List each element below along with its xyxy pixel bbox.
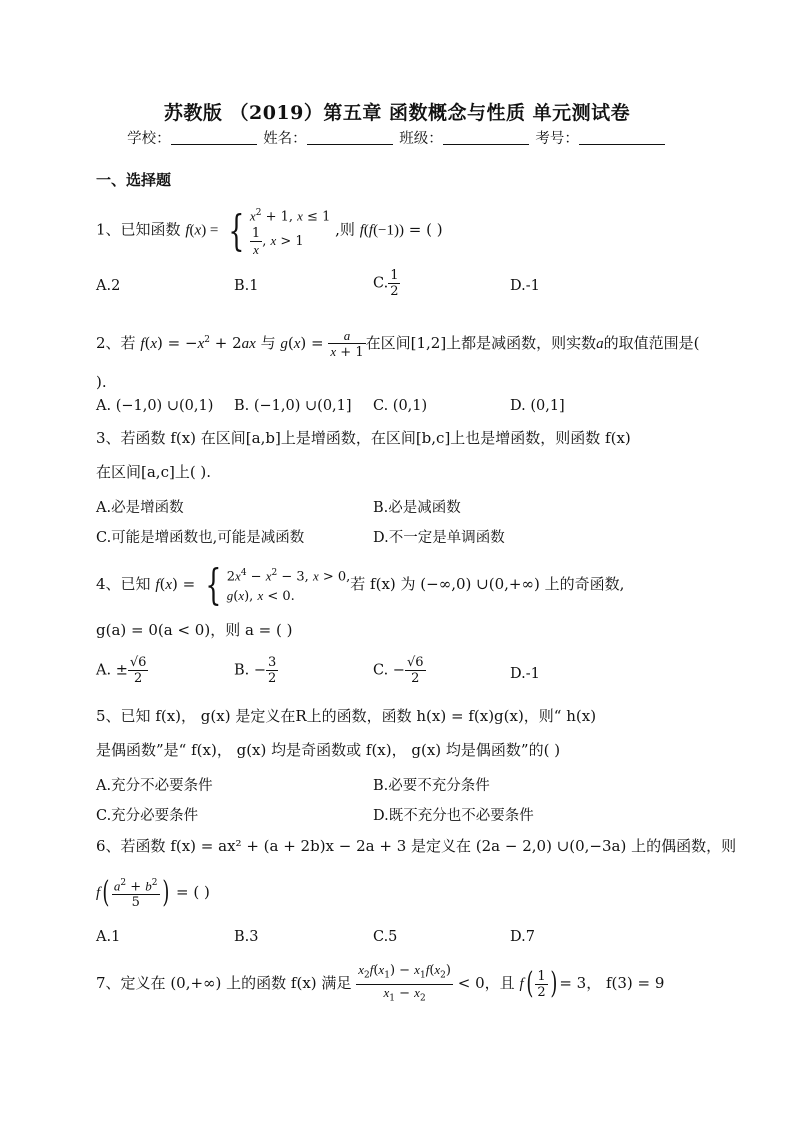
option-c[interactable]: C.可能是增函数也,可能是减函数 xyxy=(96,530,305,546)
option-a[interactable]: A. ± $\frac{√6}{2}$ xyxy=(96,655,147,686)
field-name-label: 姓名： xyxy=(263,131,307,147)
question-1: 1、已知函数 f(x) = { $x^2 + 1$, x ≤ 1 $\frac{1}{x}$ , x > 1 ,则 f(f(−1)) = ( ) xyxy=(96,205,443,258)
option-d[interactable]: D.既不充分也不必要条件 xyxy=(373,808,534,824)
option-b[interactable]: B. (−1,0) ∪(0,1] xyxy=(234,398,352,414)
option-a[interactable]: A.充分不必要条件 xyxy=(96,778,213,794)
question-4-line2: g(a) = 0(a < 0)，则 a = ( ) xyxy=(96,621,293,639)
option-c[interactable]: C.充分必要条件 xyxy=(96,808,199,824)
field-school-blank[interactable] xyxy=(171,130,257,145)
question-3: 3、若函数 f(x) 在区间[a,b]上是增函数，在区间[b,c]上也是增函数，则函数 f(x) xyxy=(96,429,631,447)
field-class-label: 班级： xyxy=(399,131,443,147)
option-b[interactable]: B.必要不充分条件 xyxy=(373,778,490,794)
section-heading: 一、选择题 xyxy=(96,171,172,189)
option-a[interactable]: A.必是增函数 xyxy=(96,500,184,516)
question-4: 4、已知 f(x) = { $2x^4 - x^2 - 3$, x > 0, g(x), x < 0. 若 f(x) 为 (−∞,0) ∪(0,+∞) 上的奇函数, xyxy=(96,560,625,609)
piecewise-cases: $x^2 + 1$, x ≤ 1 $\frac{1}{x}$ , x > 1 xyxy=(249,208,331,258)
option-c[interactable]: C.5 xyxy=(373,929,398,945)
option-a[interactable]: A.1 xyxy=(96,929,121,945)
field-number-blank[interactable] xyxy=(579,130,665,145)
option-d[interactable]: D.7 xyxy=(510,929,535,945)
question-2-line2: ). xyxy=(96,373,107,391)
option-c[interactable]: C. (0,1) xyxy=(373,398,428,414)
piecewise-cases: $2x^4 - x^2 - 3$, x > 0, g(x), x < 0. xyxy=(226,568,351,604)
option-a[interactable]: A. (−1,0) ∪(0,1) xyxy=(96,398,214,414)
question-6-line2: f( $\frac{a^2 + b^2}{5}$ ) = ( ) xyxy=(96,875,210,911)
option-b[interactable]: B. − $\frac{3}{2}$ xyxy=(234,655,277,686)
field-name-blank[interactable] xyxy=(307,130,393,145)
option-b[interactable]: B.3 xyxy=(234,929,259,945)
option-d[interactable]: D.-1 xyxy=(510,666,540,682)
option-d[interactable]: D. (0,1] xyxy=(510,398,565,414)
field-number-label: 考号： xyxy=(535,131,579,147)
option-d[interactable]: D.-1 xyxy=(510,278,540,294)
question-7: 7、定义在 (0,+∞) 上的函数 f(x) 满足 $\frac{x_2f(x_1) - x_1f(x_2)}{x_1 - x_2}$ < 0，且 f( $\frac{1}{2}$ ) = 3， f(3) = 9 xyxy=(96,962,665,1004)
question-5-line2: 是偶函数”是“ f(x)， g(x) 均是奇函数或 f(x)， g(x) 均是偶函数”的( ) xyxy=(96,741,561,759)
option-a[interactable]: A.2 xyxy=(96,278,121,294)
question-3-line2: 在区间[a,c]上( ). xyxy=(96,463,212,481)
option-c[interactable]: C. $\frac{1}{2}$ xyxy=(373,268,399,299)
option-d[interactable]: D.不一定是单调函数 xyxy=(373,530,505,546)
question-5: 5、已知 f(x)， g(x) 是定义在R上的函数，函数 h(x) = f(x)g(x)，则“ h(x) xyxy=(96,707,597,725)
field-class-blank[interactable] xyxy=(443,130,529,145)
field-school-label: 学校： xyxy=(127,131,171,147)
question-6: 6、若函数 f(x) = ax² + (a + 2b)x − 2a + 3 是定义在 (2a − 2,0) ∪(0,−3a) 上的偶函数，则 xyxy=(96,837,737,855)
option-b[interactable]: B.1 xyxy=(234,278,259,294)
option-c[interactable]: C. − $\frac{√6}{2}$ xyxy=(373,655,424,686)
question-2: 2、若 $f(x) = -x^2 + 2ax$ 与 g(x) = $\frac{a}{x + 1}$ 在区间[1,2]上都是减函数，则实数a的取值范围是( xyxy=(96,328,700,360)
page-title: 苏教版 （2019）第五章 函数概念与性质 单元测试卷 xyxy=(163,102,631,124)
option-b[interactable]: B.必是减函数 xyxy=(373,500,461,516)
student-info-fields xyxy=(0,127,794,148)
